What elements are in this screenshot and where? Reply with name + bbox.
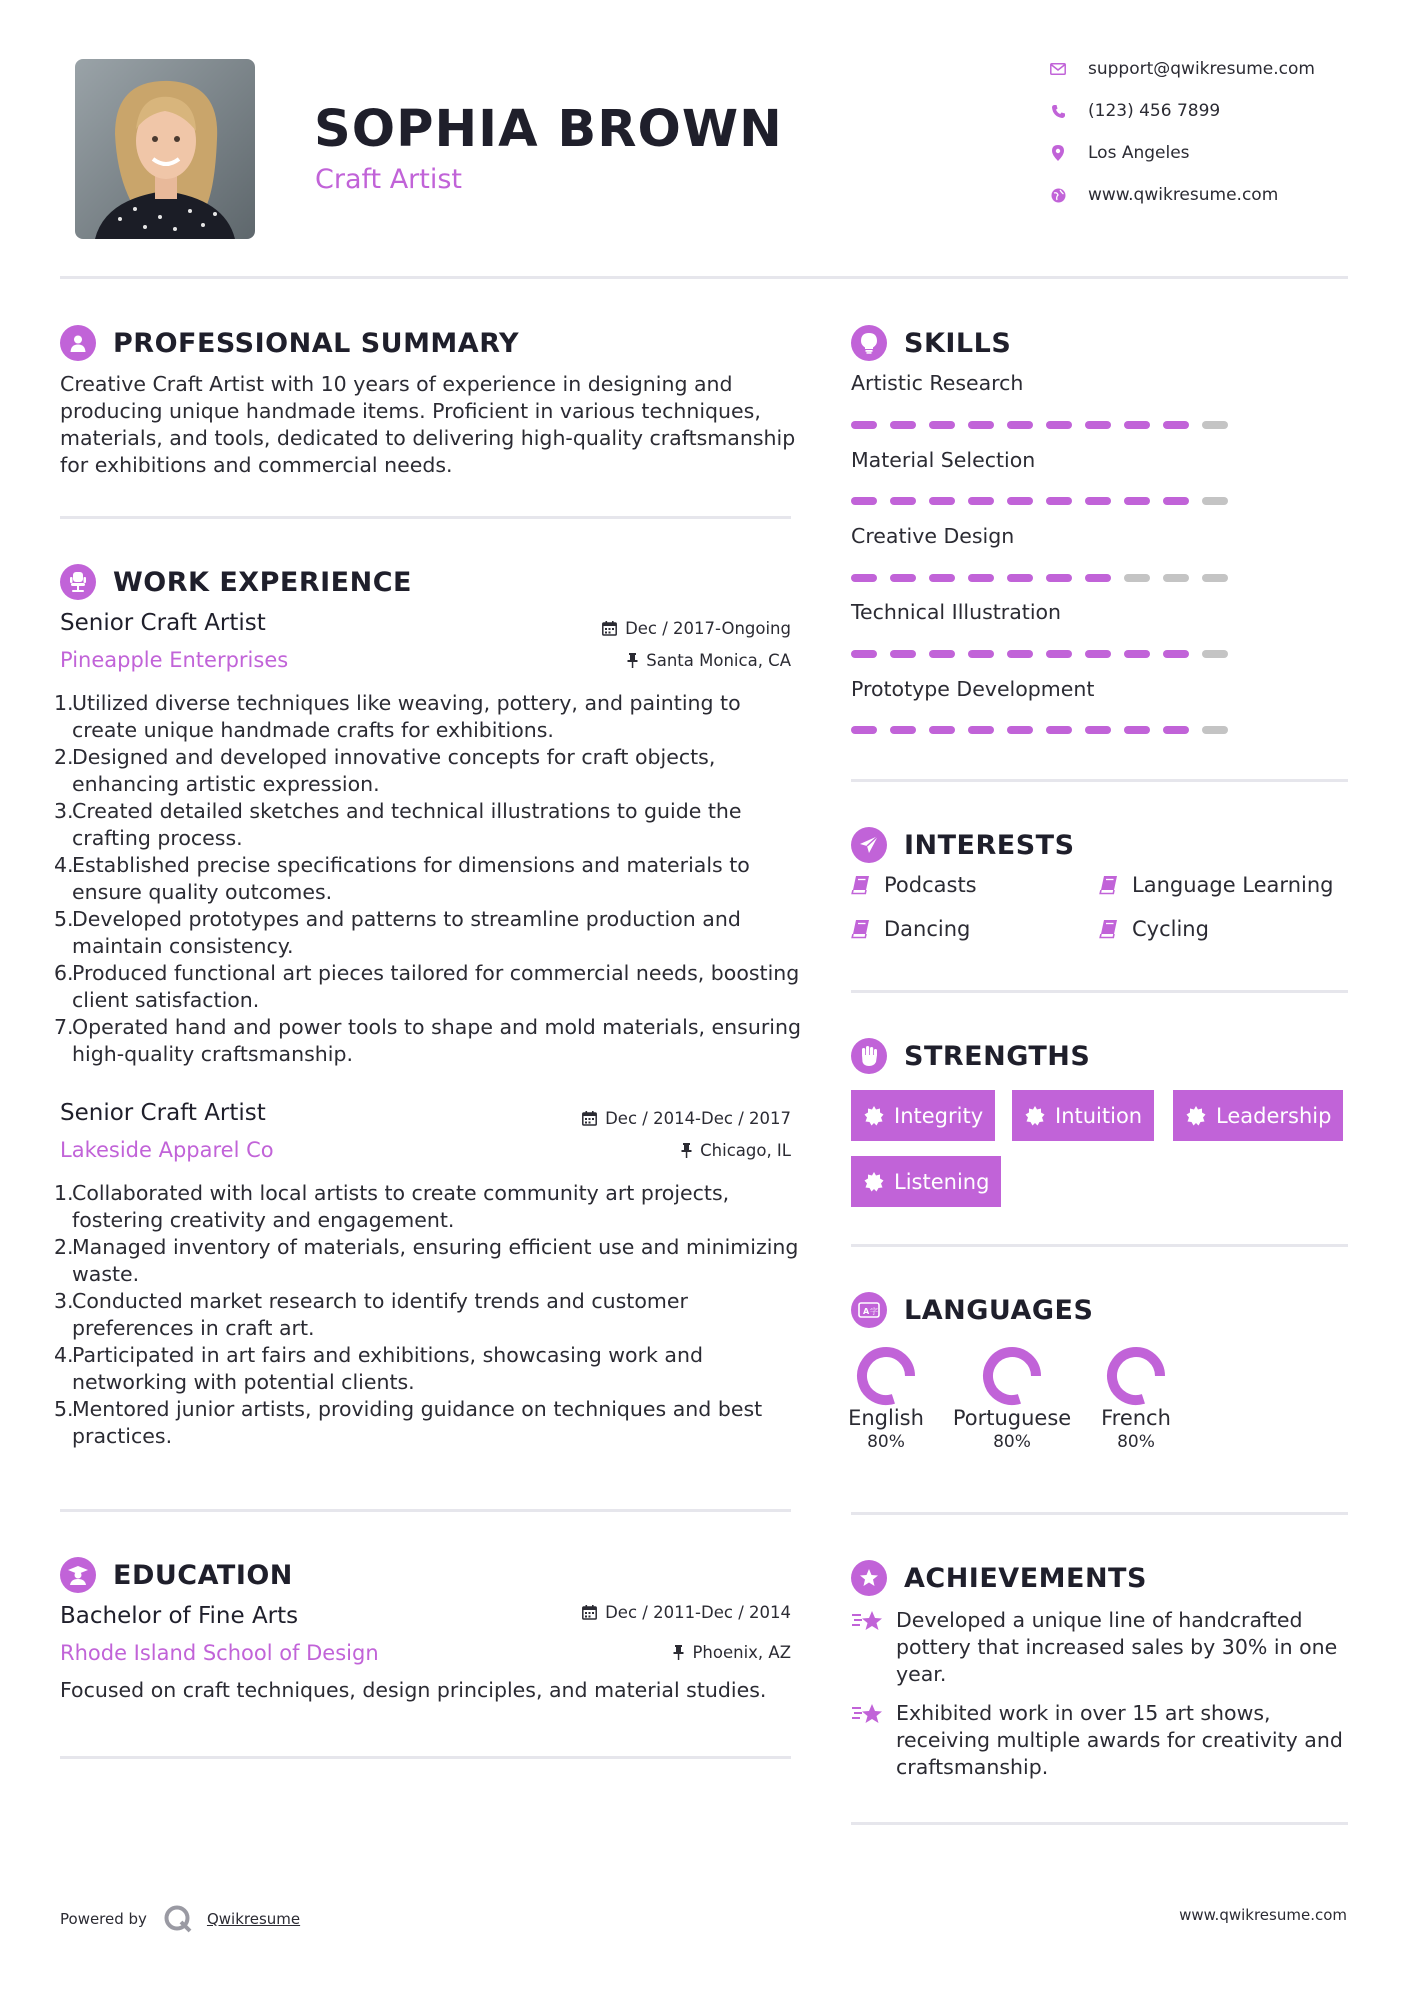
- skill-level-segment: [1007, 421, 1033, 429]
- skill-level-segment: [1046, 574, 1072, 582]
- achievements-divider: [851, 1822, 1348, 1825]
- job-2-location: [681, 1141, 791, 1160]
- skill-level-segment: [890, 726, 916, 734]
- star-badge-icon: [851, 1560, 887, 1596]
- strengths-title: STRENGTHS: [904, 1040, 1091, 1072]
- chair-icon: [60, 564, 96, 600]
- list-item: 4.Established precise specifications for dimensions and materials to ensure quality outcomes.: [54, 853, 750, 904]
- strength-chip: Integrity: [851, 1090, 995, 1141]
- education-dates-text: Dec / 2011-Dec / 2014: [605, 1603, 791, 1622]
- skill-level-segment: [1046, 650, 1072, 658]
- language-progress-ring: [1106, 1346, 1166, 1406]
- book-icon: [1099, 919, 1119, 939]
- skills-heading: [851, 323, 1011, 363]
- candidate-name: SOPHIA BROWN: [314, 100, 783, 159]
- contact-email[interactable]: [1050, 57, 1315, 81]
- graduate-icon: [60, 1557, 96, 1593]
- candidate-role: Craft Artist: [315, 164, 463, 195]
- skill-4-name: Technical Illustration: [851, 600, 1062, 624]
- shooting-star-icon: [851, 1700, 884, 1781]
- skills-title: SKILLS: [904, 327, 1012, 359]
- summary-heading: [60, 323, 519, 363]
- pin-icon: [681, 1143, 692, 1158]
- skill-level-segment: [1085, 574, 1111, 582]
- skill-level-segment: [890, 574, 916, 582]
- languages-title: LANGUAGES: [904, 1294, 1094, 1326]
- skill-level-segment: [929, 421, 955, 429]
- skill-level-segment: [851, 497, 877, 505]
- skill-level-segment: [1046, 497, 1072, 505]
- list-item: 1.Utilized diverse techniques like weaving, pottery, and painting to create unique handmade crafts for exhibitions.: [54, 691, 741, 742]
- job-2-title: Senior Craft Artist: [60, 1100, 266, 1126]
- language-percent: 80%: [1117, 1432, 1155, 1452]
- skill-level-segment: [1124, 726, 1150, 734]
- list-item: 4.Participated in art fairs and exhibitions, showcasing work and networking with potential clients.: [54, 1343, 703, 1394]
- powered-by-label: Powered by: [60, 1910, 147, 1928]
- contact-phone-text: (123) 456 7899: [1088, 101, 1221, 121]
- skill-1-name: Artistic Research: [851, 371, 1024, 395]
- footer-website[interactable]: www.qwikresume.com: [1179, 1906, 1347, 1924]
- header-divider: [60, 276, 1348, 279]
- skill-level-segment: [1085, 650, 1111, 658]
- interest-item: Language Learning: [1099, 873, 1333, 897]
- skill-level-segment: [890, 497, 916, 505]
- language-name: Portuguese: [952, 1406, 1072, 1430]
- globe-icon: [1050, 187, 1066, 203]
- skill-level-segment: [851, 574, 877, 582]
- list-item: 7.Operated hand and power tools to shape and mold materials, ensuring high-quality craftsmanship.: [54, 1015, 801, 1066]
- skill-level-segment: [1046, 726, 1072, 734]
- achievement-item: Exhibited work in over 15 art shows, receiving multiple awards for creativity and craftsmanship.: [851, 1700, 1351, 1781]
- job-1-location-text: Santa Monica, CA: [646, 651, 791, 670]
- list-item: 1.Collaborated with local artists to create community art projects, fostering creativity and engagement.: [54, 1181, 730, 1232]
- work-divider: [60, 1509, 791, 1512]
- skill-5-name: Prototype Development: [851, 677, 1095, 701]
- skill-level-segment: [1085, 726, 1111, 734]
- language-percent: 80%: [867, 1432, 905, 1452]
- summary-text: Creative Craft Artist with 10 years of experience in designing and producing unique handmade items. Proficient in various techniques, materials, and tools, dedicated to delivering high-quality craftsmanship for exhibitions and commercial needs.: [60, 372, 796, 477]
- summary-divider: [60, 516, 791, 519]
- list-item: 5.Developed prototypes and patterns to streamline production and maintain consistency.: [54, 907, 741, 958]
- skill-level-segment: [1007, 650, 1033, 658]
- job-2-dates-text: Dec / 2014-Dec / 2017: [605, 1109, 791, 1128]
- skill-level-segment: [1085, 421, 1111, 429]
- job-1-bullets: [54, 690, 804, 1068]
- shooting-star-icon: [851, 1607, 884, 1688]
- contact-location-text: Los Angeles: [1088, 143, 1190, 163]
- language-progress-arc: [862, 1352, 910, 1400]
- skill-level-segment: [851, 726, 877, 734]
- contact-email-text: support@qwikresume.com: [1088, 59, 1315, 79]
- skill-level-segment: [968, 421, 994, 429]
- interest-item: Cycling: [1099, 917, 1209, 941]
- skill-level-segment: [929, 726, 955, 734]
- location-icon: [1050, 145, 1066, 161]
- skill-level-segment: [1007, 726, 1033, 734]
- skill-3-name: Creative Design: [851, 524, 1015, 548]
- job-2-location-text: Chicago, IL: [700, 1141, 791, 1160]
- svg-text:字: 字: [870, 1307, 878, 1316]
- list-item: 5.Mentored junior artists, providing guidance on techniques and best practices.: [54, 1397, 763, 1448]
- skill-level-segment: [1202, 421, 1228, 429]
- mail-icon: [1050, 61, 1066, 77]
- skill-level-segment: [929, 574, 955, 582]
- calendar-icon: [602, 621, 617, 636]
- user-icon: [60, 325, 96, 361]
- skill-level-segment: [1124, 497, 1150, 505]
- phone-icon: [1050, 103, 1066, 119]
- skill-level-segment: [1124, 421, 1150, 429]
- skill-level-segment: [851, 421, 877, 429]
- list-item: 2.Designed and developed innovative concepts for craft objects, enhancing artistic expression.: [54, 745, 716, 796]
- skill-level-segment: [968, 574, 994, 582]
- work-title: WORK EXPERIENCE: [113, 566, 412, 598]
- skill-level-segment: [1202, 650, 1228, 658]
- language-name: French: [1101, 1406, 1171, 1430]
- education-location-text: Phoenix, AZ: [692, 1643, 791, 1662]
- skill-level-segment: [1163, 726, 1189, 734]
- job-1-dates: [602, 619, 791, 638]
- pin-icon: [673, 1645, 684, 1660]
- contact-website-text: www.qwikresume.com: [1088, 185, 1279, 205]
- interests-title: INTERESTS: [904, 829, 1075, 861]
- paper-plane-icon: [851, 827, 887, 863]
- skill-5-bar: [851, 726, 1228, 734]
- job-2-company: Lakeside Apparel Co: [60, 1138, 274, 1162]
- skill-level-segment: [1202, 497, 1228, 505]
- skill-level-segment: [1202, 726, 1228, 734]
- strengths-heading: [851, 1036, 1090, 1076]
- skill-level-segment: [1007, 574, 1033, 582]
- achievements-title: ACHIEVEMENTS: [904, 1562, 1147, 1594]
- footer-powered-by: [60, 1904, 300, 1934]
- skill-level-segment: [1007, 497, 1033, 505]
- skill-level-segment: [968, 650, 994, 658]
- education-title: EDUCATION: [113, 1559, 293, 1591]
- list-item: 6.Produced functional art pieces tailored for commercial needs, boosting client satisfaction.: [54, 961, 800, 1012]
- contact-location: [1050, 141, 1190, 165]
- education-school: Rhode Island School of Design: [60, 1641, 379, 1665]
- strengths-divider: [851, 1244, 1348, 1247]
- strength-chip: Intuition: [1012, 1090, 1154, 1141]
- language-item: [826, 1346, 946, 1452]
- education-location: [673, 1643, 791, 1662]
- list-item: 3.Created detailed sketches and technical illustrations to guide the crafting process.: [54, 799, 742, 850]
- list-item: 2.Managed inventory of materials, ensuring efficient use and minimizing waste.: [54, 1235, 799, 1286]
- languages-divider: [851, 1512, 1348, 1515]
- interest-item: Dancing: [851, 917, 970, 941]
- skill-level-segment: [1163, 497, 1189, 505]
- education-heading: [60, 1555, 293, 1595]
- skill-2-name: Material Selection: [851, 448, 1036, 472]
- languages-heading: [851, 1290, 1093, 1330]
- strength-chip: Leadership: [1173, 1090, 1343, 1141]
- job-1-company: Pineapple Enterprises: [60, 648, 289, 672]
- skill-2-bar: [851, 497, 1228, 505]
- language-progress-arc: [1112, 1352, 1160, 1400]
- education-degree: Bachelor of Fine Arts: [60, 1603, 299, 1629]
- book-icon: [851, 875, 871, 895]
- skill-level-segment: [851, 650, 877, 658]
- language-item: [1076, 1346, 1196, 1452]
- badge-icon: [1025, 1106, 1045, 1126]
- education-description: Focused on craft techniques, design principles, and material studies.: [60, 1678, 767, 1702]
- skill-level-segment: [968, 726, 994, 734]
- skill-1-bar: [851, 421, 1228, 429]
- job-2-dates: [582, 1109, 791, 1128]
- education-dates: [582, 1603, 791, 1622]
- language-progress-arc: [988, 1352, 1036, 1400]
- skill-level-segment: [1163, 574, 1189, 582]
- translate-icon: [851, 1292, 887, 1328]
- job-2-bullets: [54, 1180, 804, 1450]
- skill-level-segment: [1202, 574, 1228, 582]
- education-divider: [60, 1756, 791, 1759]
- fist-icon: [851, 1038, 887, 1074]
- summary-title: PROFESSIONAL SUMMARY: [113, 327, 520, 359]
- language-progress-ring: [856, 1346, 916, 1406]
- calendar-icon: [582, 1111, 597, 1126]
- interests-heading: [851, 825, 1075, 865]
- skill-4-bar: [851, 650, 1228, 658]
- qwikresume-logo-icon: [163, 1904, 193, 1934]
- svg-text:A: A: [863, 1307, 870, 1316]
- calendar-icon: [582, 1605, 597, 1620]
- book-icon: [851, 919, 871, 939]
- profile-photo: [75, 59, 255, 239]
- skill-level-segment: [890, 421, 916, 429]
- badge-icon: [1186, 1106, 1206, 1126]
- skill-level-segment: [1085, 497, 1111, 505]
- interests-divider: [851, 990, 1348, 993]
- skill-level-segment: [929, 497, 955, 505]
- language-item: [952, 1346, 1072, 1452]
- language-percent: 80%: [993, 1432, 1031, 1452]
- skill-3-bar: [851, 574, 1228, 582]
- contact-website[interactable]: [1050, 183, 1278, 207]
- skills-divider: [851, 779, 1348, 782]
- language-progress-ring: [982, 1346, 1042, 1406]
- job-1-location: [627, 651, 791, 670]
- job-1-dates-text: Dec / 2017-Ongoing: [625, 619, 791, 638]
- work-heading: [60, 562, 412, 602]
- skill-level-segment: [1124, 574, 1150, 582]
- badge-icon: [864, 1106, 884, 1126]
- skill-level-segment: [1124, 650, 1150, 658]
- contact-phone[interactable]: [1050, 99, 1220, 123]
- skill-level-segment: [1163, 650, 1189, 658]
- job-1-title: Senior Craft Artist: [60, 610, 266, 636]
- lightbulb-icon: [851, 325, 887, 361]
- skill-level-segment: [929, 650, 955, 658]
- interest-item: Podcasts: [851, 873, 977, 897]
- language-name: English: [848, 1406, 924, 1430]
- skill-level-segment: [890, 650, 916, 658]
- list-item: 3.Conducted market research to identify trends and customer preferences in craft art.: [54, 1289, 688, 1340]
- skill-level-segment: [968, 497, 994, 505]
- pin-icon: [627, 653, 638, 668]
- achievement-item: Developed a unique line of handcrafted pottery that increased sales by 30% in one year.: [851, 1607, 1351, 1688]
- qwikresume-link[interactable]: Qwikresume: [206, 1910, 301, 1928]
- book-icon: [1099, 875, 1119, 895]
- strength-chip: Listening: [851, 1156, 1001, 1207]
- skill-level-segment: [1046, 421, 1072, 429]
- badge-icon: [864, 1172, 884, 1192]
- achievements-heading: [851, 1558, 1147, 1598]
- skill-level-segment: [1163, 421, 1189, 429]
